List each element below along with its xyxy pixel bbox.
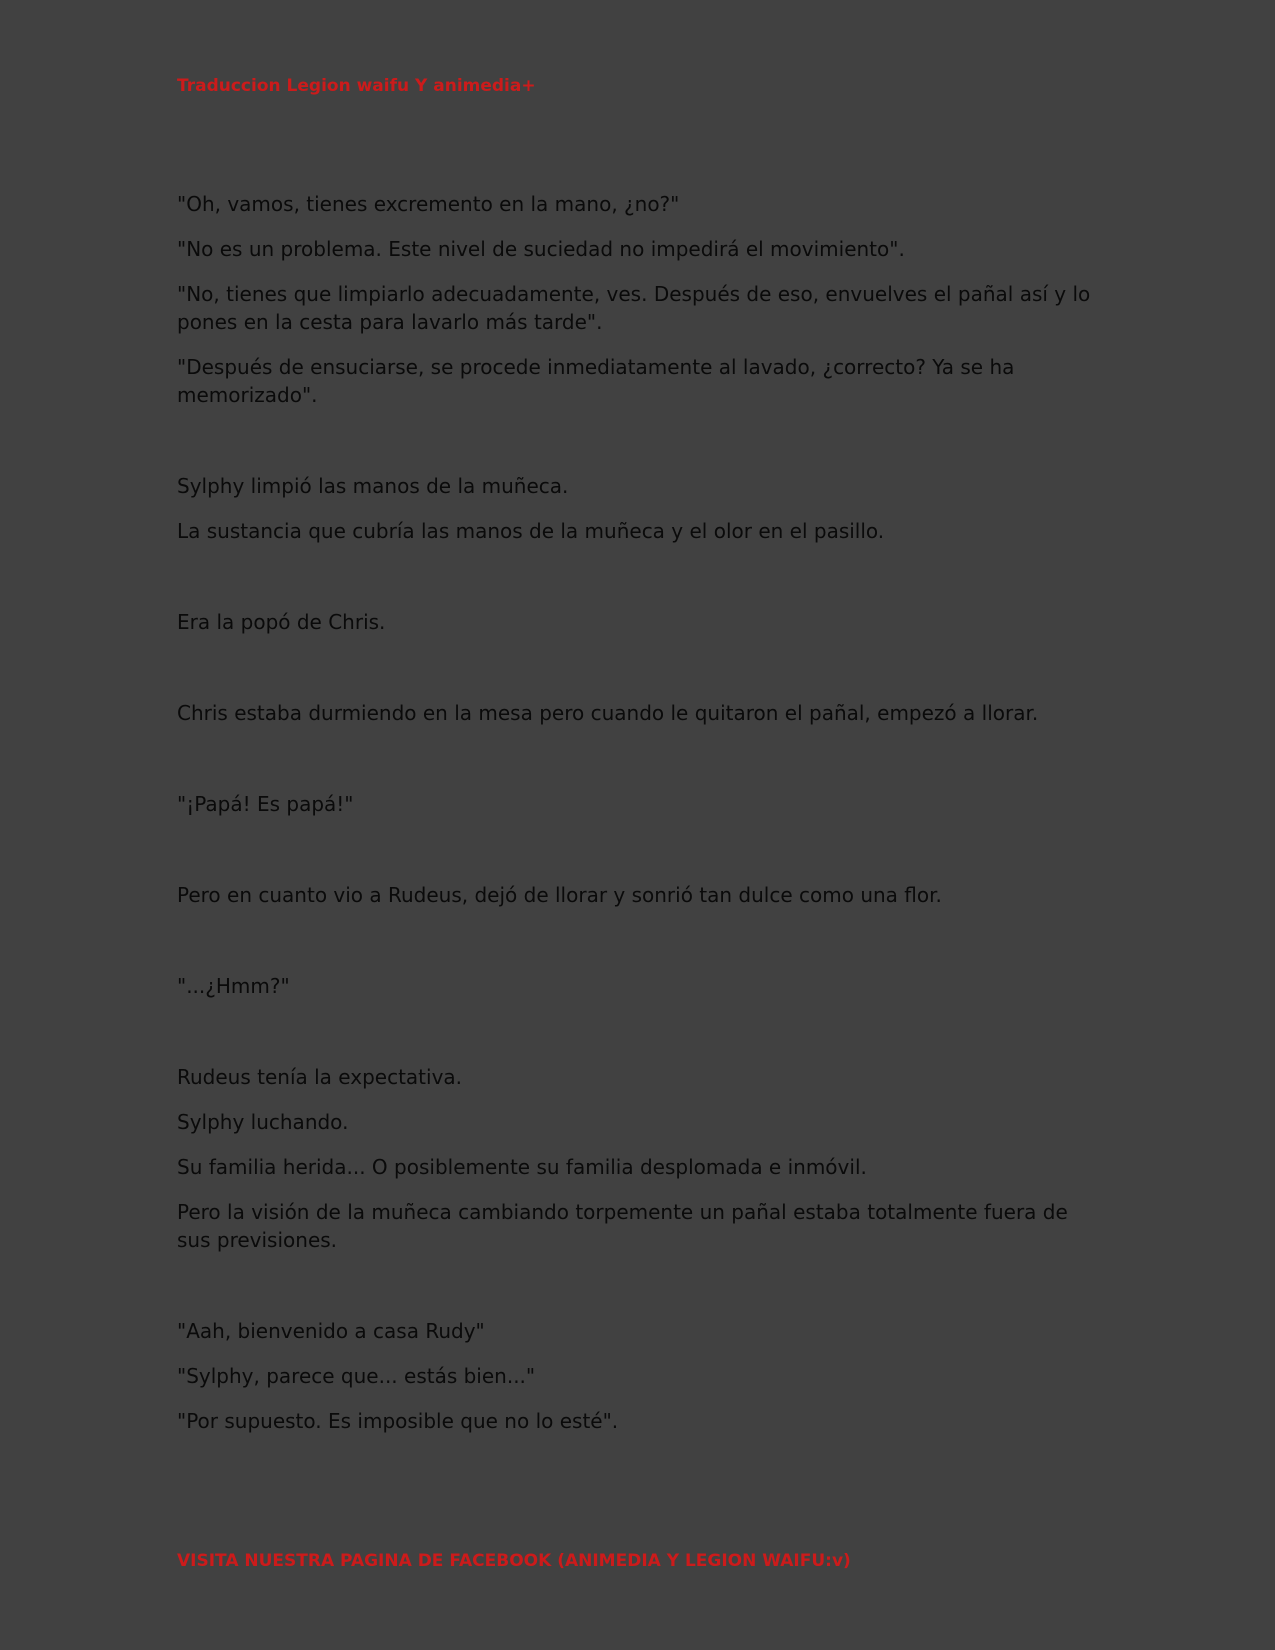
paragraph: Chris estaba durmiendo en la mesa pero cuando le quitaron el pañal, empezó a llorar.	[177, 701, 1039, 725]
paragraph: "Por supuesto. Es imposible que no lo esté".	[177, 1409, 619, 1433]
paragraph: "Oh, vamos, tienes excremento en la mano, ¿no?"	[177, 192, 680, 216]
page-footer: VISITA NUESTRA PAGINA DE FACEBOOK (ANIMEDIA Y LEGION WAIFU:v)	[177, 1551, 851, 1571]
document-page	[177, 0, 1107, 1650]
paragraph: "...¿Hmm?"	[177, 974, 290, 998]
document-body	[177, 190, 1107, 1435]
paragraph: Era la popó de Chris.	[177, 610, 386, 634]
paragraph: "No, tienes que limpiarlo adecuadamente, ves. Después de eso, envuelves el pañal así y lo pones en la cesta para lavarlo más tarde".	[177, 282, 1091, 334]
paragraph: "No es un problema. Este nivel de suciedad no impedirá el movimiento".	[177, 237, 905, 261]
paragraph: Su familia herida... O posiblemente su familia desplomada e inmóvil.	[177, 1155, 867, 1179]
paragraph: Sylphy limpió las manos de la muñeca.	[177, 474, 569, 498]
paragraph: Sylphy luchando.	[177, 1110, 349, 1134]
paragraph: Pero en cuanto vio a Rudeus, dejó de llorar y sonrió tan dulce como una flor.	[177, 883, 942, 907]
paragraph: La sustancia que cubría las manos de la muñeca y el olor en el pasillo.	[177, 519, 885, 543]
paragraph: "Sylphy, parece que... estás bien..."	[177, 1364, 536, 1388]
paragraph: "¡Papá! Es papá!"	[177, 792, 354, 816]
paragraph: "Aah, bienvenido a casa Rudy"	[177, 1319, 485, 1343]
paragraph: "Después de ensuciarse, se procede inmediatamente al lavado, ¿correcto? Ya se ha memorizado".	[177, 355, 1015, 407]
paragraph: Rudeus tenía la expectativa.	[177, 1065, 463, 1089]
paragraph: Pero la visión de la muñeca cambiando torpemente un pañal estaba totalmente fuera de sus previsiones.	[177, 1200, 1068, 1252]
page-header: Traduccion Legion waifu Y animedia+	[177, 76, 536, 96]
